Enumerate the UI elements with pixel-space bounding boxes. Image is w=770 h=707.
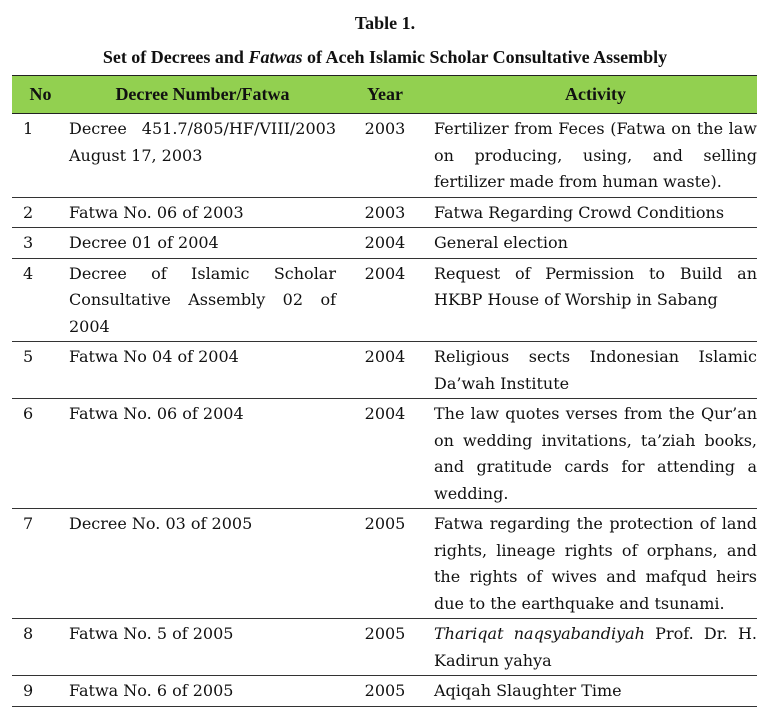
row-no: 1 (12, 114, 69, 198)
table-header-row (12, 76, 757, 114)
table-row (12, 342, 757, 399)
table-row (12, 114, 757, 198)
row-no: 6 (12, 399, 69, 509)
row-no: 9 (12, 676, 69, 707)
row-activity: Fertilizer from Feces (Fatwa on the law on producing, using, and selling fertilizer made from human waste). (434, 114, 757, 198)
row-year: 2004 (336, 258, 434, 342)
row-no: 4 (12, 258, 69, 342)
row-year: 2005 (336, 619, 434, 676)
decree-table (12, 75, 757, 707)
row-year: 2005 (336, 676, 434, 707)
table-row (12, 197, 757, 228)
row-no: 5 (12, 342, 69, 399)
row-activity: Aqiqah Slaughter Time (434, 676, 757, 707)
row-decree: Fatwa No. 5 of 2005 (69, 619, 336, 676)
table-row (12, 399, 757, 509)
row-activity: Fatwa regarding the protection of land rights, lineage rights of orphans, and the rights of wives and mafqud heirs due to the earthquake and tsunami. (434, 509, 757, 619)
header-activity: Activity (434, 76, 757, 114)
row-decree: Fatwa No. 06 of 2003 (69, 197, 336, 228)
row-no: 8 (12, 619, 69, 676)
row-decree: Fatwa No. 6 of 2005 (69, 676, 336, 707)
table-label: Table 1. (354, 13, 416, 33)
table-title-italic: Fatwas (248, 47, 303, 67)
table-title (0, 46, 770, 68)
table-row (12, 676, 757, 707)
row-no: 2 (12, 197, 69, 228)
row-decree-line2: 2004 (69, 316, 110, 336)
row-year: 2003 (336, 197, 434, 228)
table-row (12, 509, 757, 619)
row-activity: Fatwa Regarding Crowd Conditions (434, 197, 757, 228)
row-decree: Decree 451.7/805/HF/VIII/2003 August 17, 2003 (69, 114, 336, 198)
row-decree (69, 258, 336, 342)
row-decree: Fatwa No. 06 of 2004 (69, 399, 336, 509)
row-activity (434, 619, 757, 676)
table-row (12, 619, 757, 676)
row-year: 2003 (336, 114, 434, 198)
row-activity-rest: Prof. Dr. H. Kadirun yahya (434, 624, 757, 670)
row-year: 2004 (336, 228, 434, 259)
header-year: Year (336, 76, 434, 114)
row-decree-line1: Decree of Islamic Scholar Consultative Assembly 02 of (69, 263, 336, 309)
row-year: 2005 (336, 509, 434, 619)
row-activity: The law quotes verses from the Qur’an on wedding invitations, ta’ziah books, and gratitude cards for attending a wedding. (434, 399, 757, 509)
row-no: 7 (12, 509, 69, 619)
table-title-part1: Set of Decrees and (102, 47, 249, 67)
row-activity: Religious sects Indonesian Islamic Da’wah Institute (434, 342, 757, 399)
header-decree: Decree Number/Fatwa (69, 76, 336, 114)
table-row (12, 258, 757, 342)
header-no: No (12, 76, 69, 114)
row-activity: Request of Permission to Build an HKBP House of Worship in Sabang (434, 258, 757, 342)
row-activity: General election (434, 228, 757, 259)
table-title-part2: of Aceh Islamic Scholar Consultative Assembly (302, 47, 668, 67)
row-decree: Fatwa No 04 of 2004 (69, 342, 336, 399)
row-year: 2004 (336, 342, 434, 399)
row-activity-italic: Thariqat naqsyabandiyah (434, 624, 645, 643)
table-row (12, 228, 757, 259)
row-decree: Decree No. 03 of 2005 (69, 509, 336, 619)
row-no: 3 (12, 228, 69, 259)
row-decree: Decree 01 of 2004 (69, 228, 336, 259)
row-year: 2004 (336, 399, 434, 509)
